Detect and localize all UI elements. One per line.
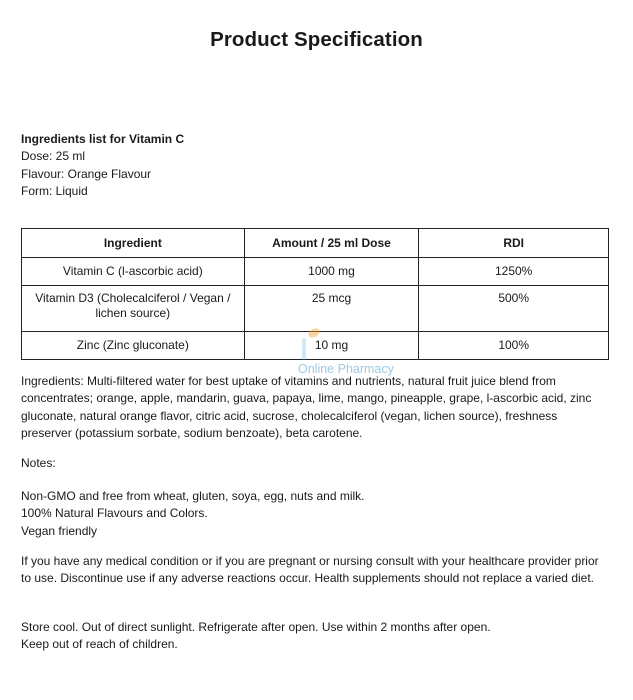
header-ingredient: Ingredient — [22, 229, 245, 258]
note-item: 100% Natural Flavours and Colors. — [21, 506, 208, 521]
storage-instructions — [21, 619, 611, 654]
ingredients-list-heading: Ingredients list for Vitamin C — [21, 132, 185, 146]
note-item: Vegan friendly — [21, 523, 98, 538]
cell-amount: 10 mg — [244, 332, 419, 360]
note-item: Non-GMO and free from wheat, gluten, soya, egg, nuts and milk. — [21, 489, 365, 503]
cell-rdi: 100% — [419, 332, 609, 360]
storage-line: Store cool. Out of direct sunlight. Refrigerate after open. Use within 2 months after open. — [21, 620, 491, 634]
notes-label: Notes: — [21, 456, 56, 470]
warning-paragraph: If you have any medical condition or if you are pregnant or nursing consult with your healthcare provider prior to use. Discontinue use if any adverse reactions occur. Health supplements should not replace a varied diet. — [21, 554, 599, 586]
storage-line: Keep out of reach of children. — [21, 637, 178, 652]
cell-amount: 1000 mg — [244, 258, 419, 286]
cell-ingredient: Vitamin C (l-ascorbic acid) — [22, 258, 245, 286]
cell-rdi: 500% — [419, 286, 609, 332]
table-header-row — [22, 229, 609, 258]
cell-rdi: 1250% — [419, 258, 609, 286]
product-meta — [21, 131, 184, 200]
cell-ingredient: Vitamin D3 (Cholecalciferol / Vegan / lichen source) — [22, 286, 245, 332]
ingredients-paragraph: Ingredients: Multi-filtered water for best uptake of vitamins and nutrients, natural fruit juice blend from concentrates; orange, apple, mandarin, guava, papaya, lime, mango, pineapple, grape, l-ascorbic acid, zinc gluconate, natural orange flavor, citric acid, sucrose, cholecalciferol (vegan, lichen source), freshness preserver (potassium sorbate, sodium benzoate), beta carotene. — [21, 374, 592, 440]
header-amount: Amount / 25 ml Dose — [244, 229, 419, 258]
header-rdi: RDI — [419, 229, 609, 258]
ingredient-table — [21, 228, 609, 360]
table-row — [22, 286, 609, 332]
table-row — [22, 258, 609, 286]
cell-amount: 25 mcg — [244, 286, 419, 332]
flavour-line: Flavour: Orange Flavour — [21, 166, 152, 181]
page-title: Product Specification — [210, 28, 423, 51]
table-row — [22, 332, 609, 360]
watermark-text: Online Pharmacy — [298, 362, 394, 376]
form-line: Form: Liquid — [21, 183, 88, 198]
notes-list — [21, 488, 611, 540]
cell-ingredient: Zinc (Zinc gluconate) — [22, 332, 245, 360]
dose-line: Dose: 25 ml — [21, 149, 86, 164]
